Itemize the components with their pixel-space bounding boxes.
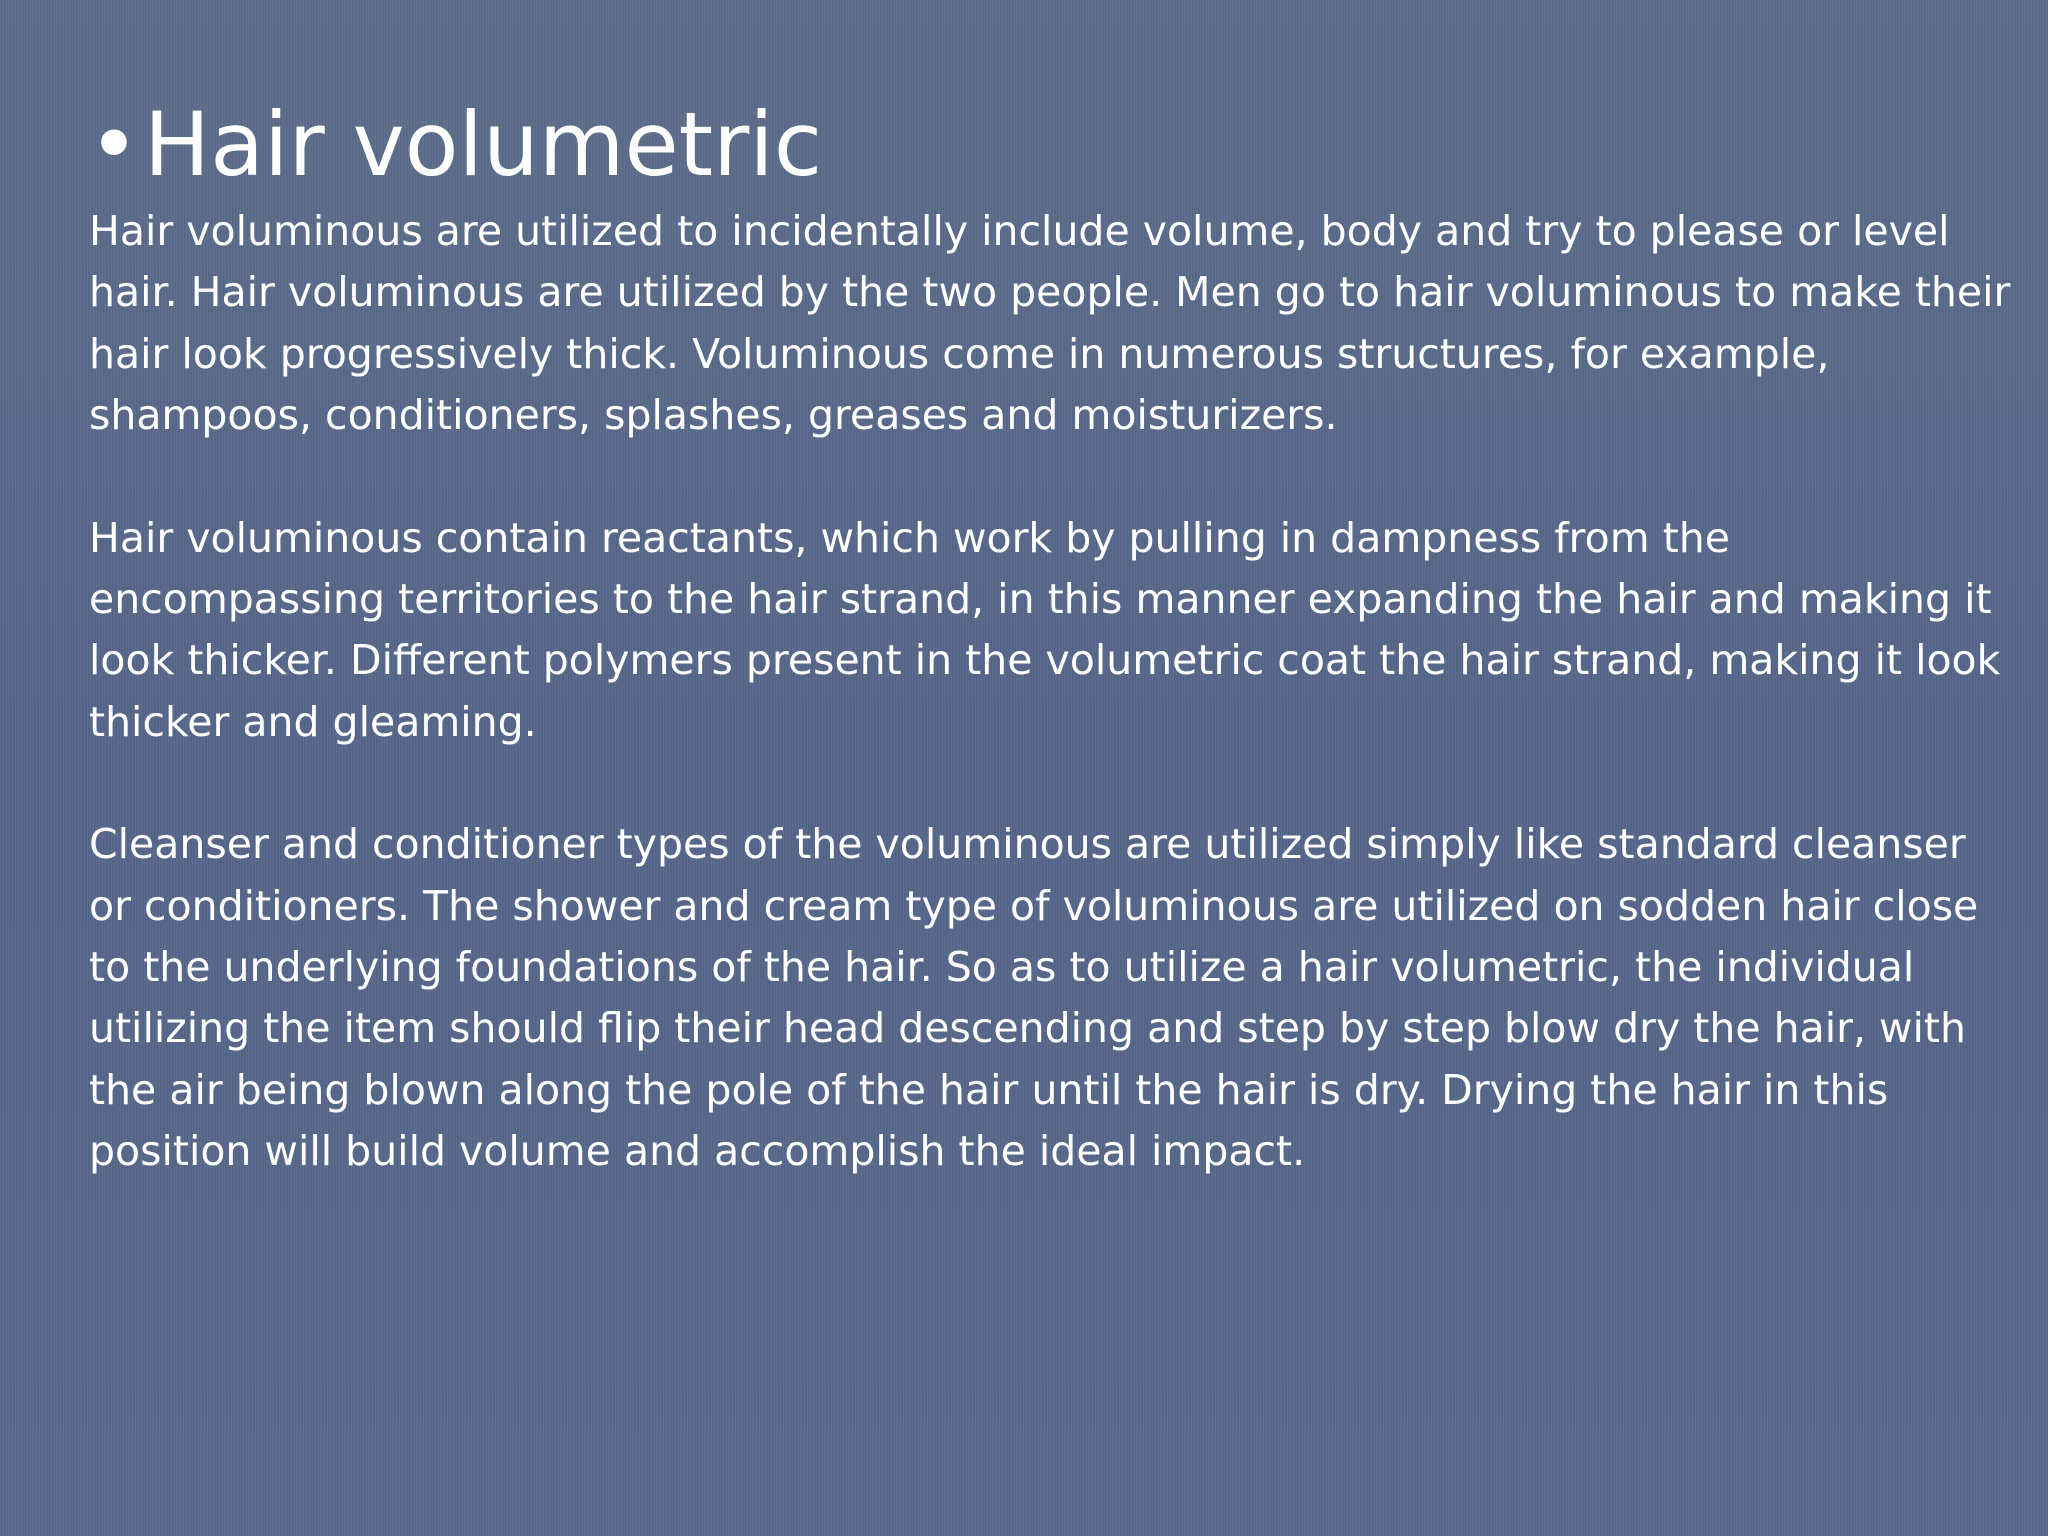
paragraph-2: Hair voluminous contain reactants, which work by pulling in dampness from the encompassing territories to the hair strand, in this manner expanding the hair and making it look thicker. Different polymers present in the volumetric coat the hair strand, making it look thicker and gleaming.	[89, 513, 2001, 746]
title-bullet: •	[88, 93, 140, 196]
slide-title	[88, 90, 822, 200]
slide-body	[89, 201, 2019, 1244]
title-text: Hair volumetric	[143, 93, 823, 196]
paragraph-3: Cleanser and conditioner types of the voluminous are utilized simply like standard cleanser or conditioners. The shower and cream type of voluminous are utilized on sodden hair close to the underlying foundations of the hair. So as to utilize a hair volumetric, the individual utilizing the item should flip their head descending and step by step blow dry the hair, with the air being blown along the pole of the hair until the hair is dry. Drying the hair in this position will build volume and accomplish the ideal impact.	[89, 820, 1979, 1176]
paragraph-1: Hair voluminous are utilized to incidentally include volume, body and try to please or level hair. Hair voluminous are utilized by the two people. Men go to hair voluminous to make their hair look progressively thick. Voluminous come in numerous structures, for example, shampoos, conditioners, splashes, greases and moisturizers.	[89, 207, 2011, 440]
